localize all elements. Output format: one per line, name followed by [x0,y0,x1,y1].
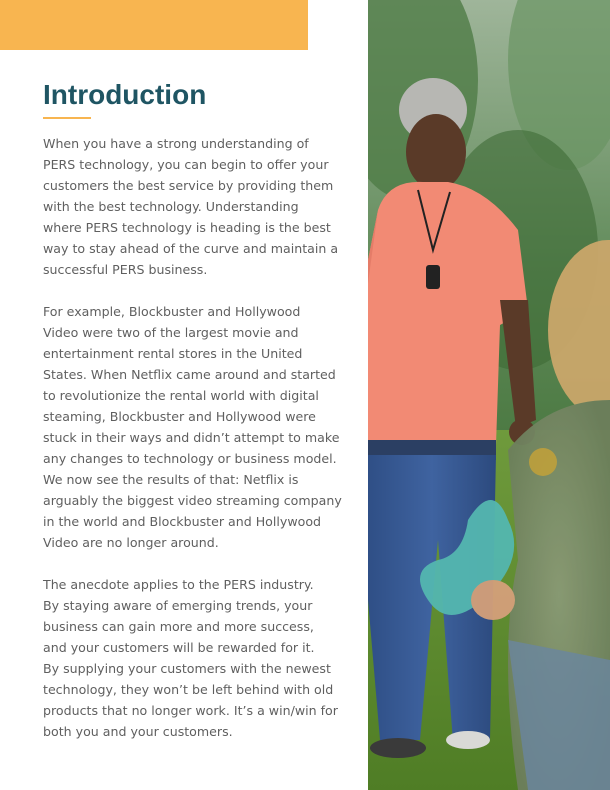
text-line: way to stay ahead of the curve and maintain a [43,241,339,256]
text-line: Video are no longer around. [43,535,219,550]
text-line: technology, they won’t be left behind with old [43,682,334,697]
text-line: in the world and Blockbuster and Hollywood [43,514,322,529]
title-underline [43,117,91,119]
text-line: where PERS technology is heading is the best [43,220,331,235]
text-line: When you have a strong understanding of [43,136,309,151]
text-line: arguably the biggest video streaming company [43,493,342,508]
hero-photo [368,0,610,790]
text-line: States. When Netflix came around and started [43,367,336,382]
text-line: We now see the results of that: Netflix is [43,472,299,487]
paragraph-3 [43,574,348,742]
text-line: products that no longer work. It’s a win/win for [43,703,338,718]
text-line: For example, Blockbuster and Hollywood [43,304,301,319]
text-line: By staying aware of emerging trends, your [43,598,313,613]
text-line: with the best technology. Understanding [43,199,299,214]
text-line: any changes to technology or business model. [43,451,337,466]
text-line: entertainment rental stores in the United [43,346,303,361]
accent-bar [0,0,308,50]
text-line: Video were two of the largest movie and [43,325,299,340]
text-line: By supplying your customers with the newest [43,661,331,676]
text-line: The anecdote applies to the PERS industry. [43,577,314,592]
body-text [43,133,348,763]
text-line: customers the best service by providing them [43,178,334,193]
text-line: both you and your customers. [43,724,233,739]
text-line: to revolutionize the rental world with digital [43,388,319,403]
text-line: successful PERS business. [43,262,208,277]
paragraph-1 [43,133,348,280]
text-line: business can gain more and more success, [43,619,314,634]
text-line: stuck in their ways and didn’t attempt to make [43,430,340,445]
text-line: and your customers will be rewarded for it. [43,640,315,655]
page-title: Introduction [43,79,207,110]
paragraph-2 [43,301,348,553]
text-line: PERS technology, you can begin to offer your [43,157,329,172]
text-line: steaming, Blockbuster and Hollywood were [43,409,316,424]
